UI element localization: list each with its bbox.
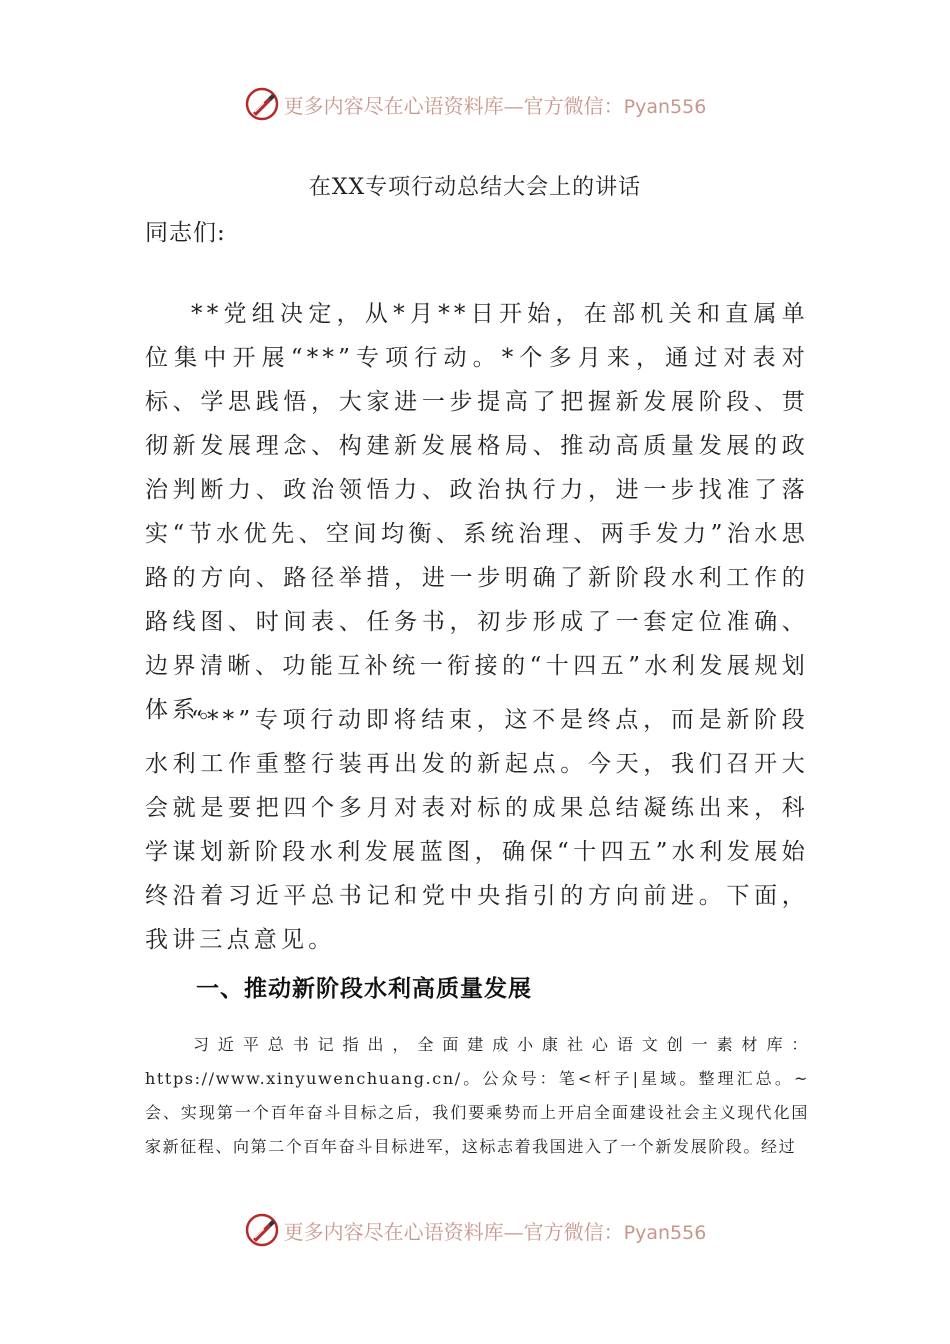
wechat-id: Pyan556 (623, 95, 707, 118)
pen-nib-logo-icon (244, 86, 280, 122)
page-title: 在XX专项行动总结大会上的讲话 (308, 175, 642, 200)
wechat-id: Pyan556 (623, 1221, 707, 1244)
greeting: 同志们: (145, 220, 226, 246)
banner-text-cn: 更多内容尽在心语资料库—官方微信： (283, 1219, 624, 1244)
small-paragraph: 习近平总书记指出，全面建成小康社心语文创一素材库：https://www.xinyuwenchuang.cn/。公众号：笔<杆子|星域。整理汇总。~会、实现第一个百年奋斗目标之后，我们要乘势而上开启全面建设社会主义现代化国家新征程、向第二个百年奋斗目标进军，这标志着我国进入了一个新发展阶段。经过 (145, 1035, 809, 1156)
banner-text (284, 1216, 707, 1245)
pen-nib-logo-icon (244, 1212, 280, 1248)
header-banner (0, 82, 950, 126)
footer-banner (0, 1208, 950, 1252)
banner-text (284, 90, 707, 119)
section-heading: 一、推动新阶段水利高质量发展 (196, 976, 532, 1002)
paragraph-1: **党组决定，从*月**日开始，在部机关和直属单位集中开展“**”专项行动。*个多月来，通过对表对标、学思践悟，大家进一步提高了把握新发展阶段、贯彻新发展理念、构建新发展格局、推动高质量发展的政治判断力、政治领悟力、政治执行力，进一步找准了落实“节水优先、空间均衡、系统治理、两手发力”治水思路的方向、路径举措，进一步明确了新阶段水利工作的路线图、时间表、任务书，初步形成了一套定位准确、边界清晰、功能互补统一衔接的“十四五”水利发展规划体系。 (145, 301, 809, 723)
banner-text-cn: 更多内容尽在心语资料库—官方微信： (283, 93, 624, 118)
paragraph-2: “**”专项行动即将结束，这不是终点，而是新阶段水利工作重整行装再出发的新起点。今天，我们召开大会就是要把四个多月对表对标的成果总结凝练出来，科学谋划新阶段水利发展蓝图，确保“十四五”水利发展始终沿着习近平总书记和党中央指引的方向前进。下面，我讲三点意见。 (145, 707, 809, 953)
